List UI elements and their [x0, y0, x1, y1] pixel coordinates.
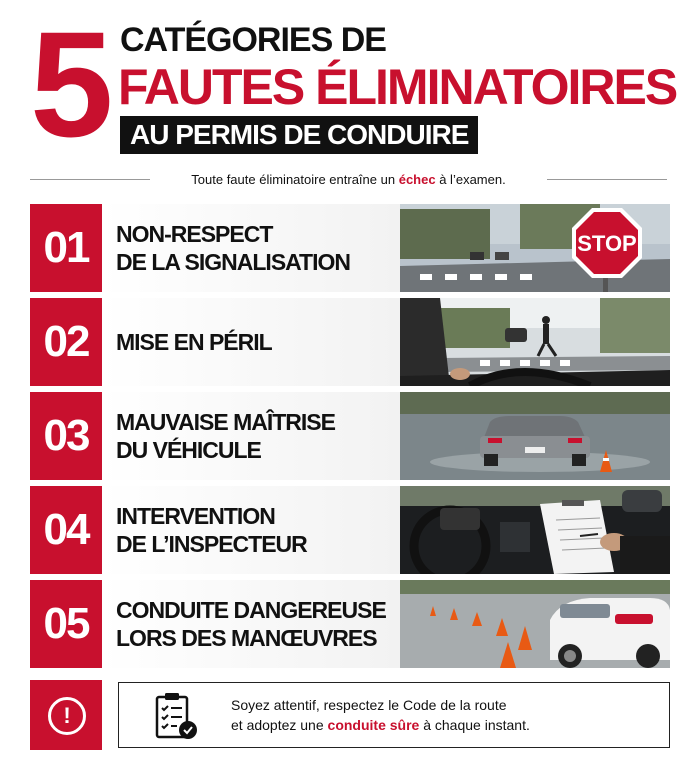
category-row-03	[30, 392, 670, 480]
exclamation-circle-icon: !	[48, 697, 86, 735]
category-row-04	[30, 486, 670, 574]
footer-notice	[30, 680, 670, 750]
divider-left	[30, 179, 150, 180]
stop-sign-text: STOP	[577, 231, 637, 256]
category-label-line2: LORS DES MANŒUVRES	[116, 625, 377, 651]
divider-right	[547, 179, 667, 180]
title-line-1: CATÉGORIES DE	[120, 21, 386, 59]
photo-pedestrian-crossing	[400, 298, 670, 386]
subtitle-before: Toute faute éliminatoire entraîne un	[191, 172, 396, 187]
category-row-01	[30, 204, 670, 292]
category-label	[102, 298, 426, 386]
category-row-05	[30, 580, 670, 668]
category-number: 02	[30, 298, 102, 386]
category-label-line1: NON-RESPECT	[116, 221, 273, 247]
category-label-line2: DE LA SIGNALISATION	[116, 249, 350, 275]
photo-car-wet-track	[400, 392, 670, 480]
notice-line2-highlight: conduite sûre	[327, 717, 420, 733]
category-number: 03	[30, 392, 102, 480]
category-row-02	[30, 298, 670, 386]
photo-stop-sign-road	[400, 204, 670, 292]
notice-line1: Soyez attentif, respectez le Code de la route	[231, 697, 507, 713]
title-line-3: AU PERMIS DE CONDUIRE	[120, 116, 478, 154]
subtitle-after: à l’examen.	[439, 172, 506, 187]
category-label-line2: DE L’INSPECTEUR	[116, 531, 307, 557]
category-number: 05	[30, 580, 102, 668]
category-label-line2: DU VÉHICULE	[116, 437, 261, 463]
category-label	[102, 204, 426, 292]
category-label-line1: INTERVENTION	[116, 503, 275, 529]
photo-cones-maneuver	[400, 580, 670, 668]
category-number: 01	[30, 204, 102, 292]
title-line-2: FAUTES ÉLIMINATOIRES	[118, 59, 677, 115]
category-label	[102, 580, 426, 668]
category-label-line1: CONDUITE DANGEREUSE	[116, 597, 386, 623]
notice-text	[231, 695, 530, 735]
notice-line2-before: et adoptez une	[231, 717, 324, 733]
warning-panel	[30, 680, 102, 750]
notice-line2-after: à chaque instant.	[423, 717, 530, 733]
subtitle	[30, 170, 667, 190]
clipboard-check-icon	[153, 691, 199, 741]
category-label-line1: MISE EN PÉRIL	[116, 329, 272, 355]
category-number: 04	[30, 486, 102, 574]
subtitle-highlight: échec	[398, 172, 436, 187]
notice-line2	[231, 715, 530, 735]
subtitle-text	[160, 170, 537, 190]
photo-inspector-dashboard	[400, 486, 670, 574]
category-label	[102, 392, 426, 480]
category-label	[102, 486, 426, 574]
big-number: 5	[30, 0, 110, 168]
category-label-line1: MAUVAISE MAÎTRISE	[116, 409, 335, 435]
notice-box	[118, 682, 670, 748]
